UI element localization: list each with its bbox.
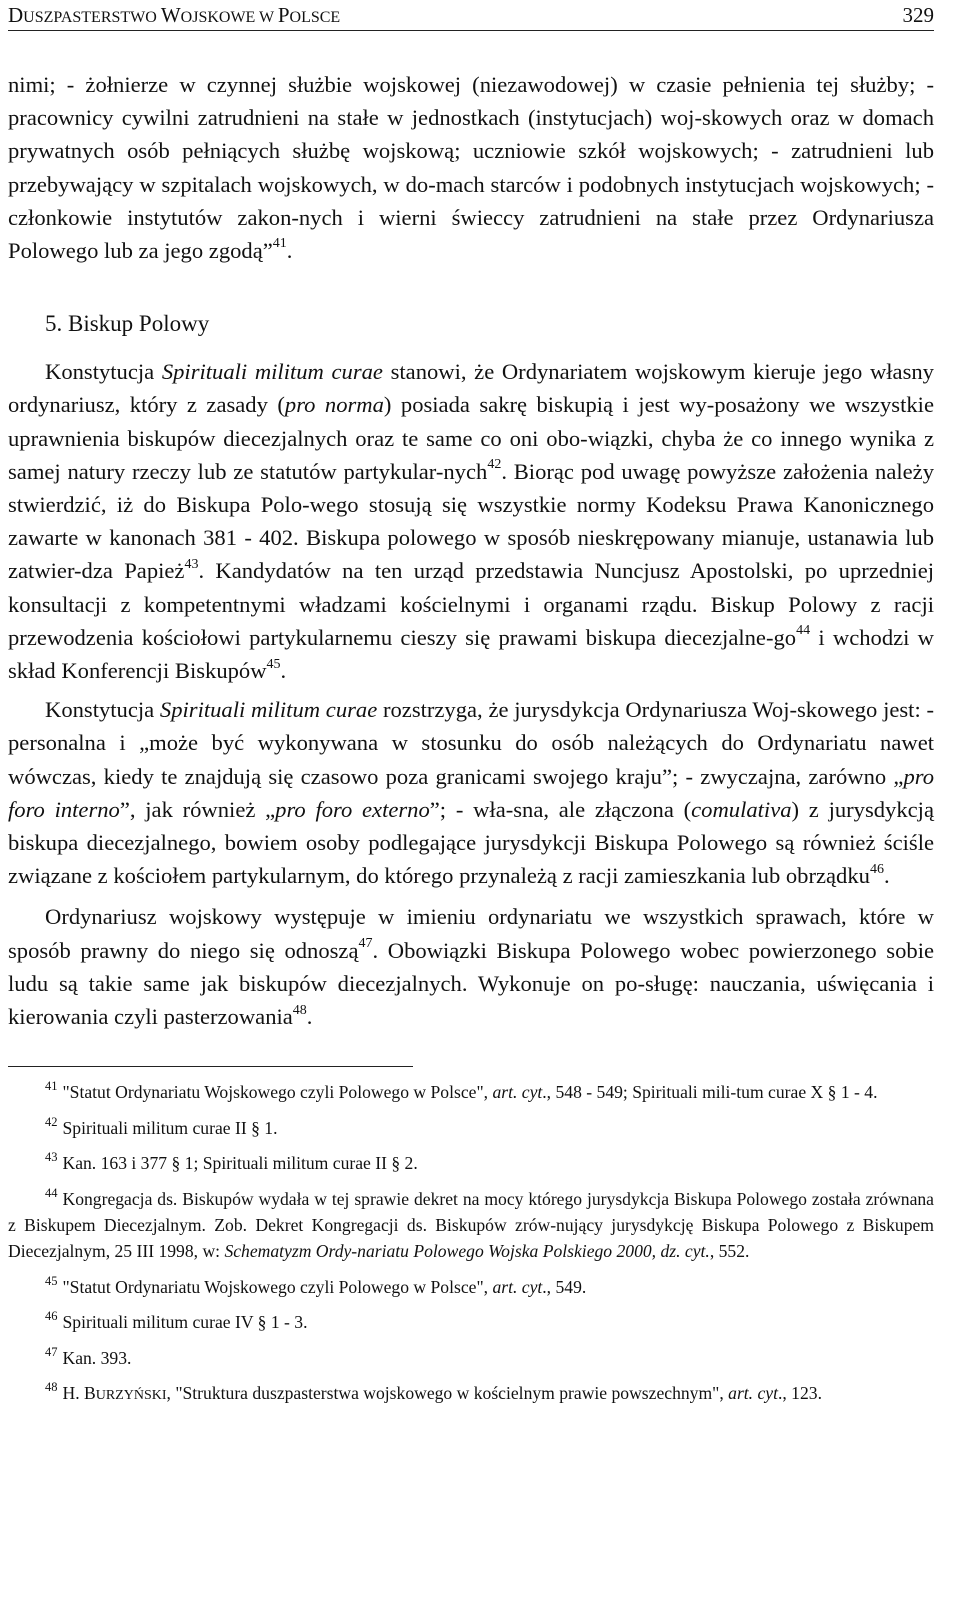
paragraph-jurisdiction: Konstytucja Spirituali militum curae rozstrzyga, że jurysdykcja Ordynariusza Woj-skowego jest: - personalna i „może być wykonywana w stosunku do osób należących do Ordynariatu nawet wówczas, kiedy te znajdują się czasowo poza granicami swojego kraju”; - zwyczajna, zarówno „pro foro interno”, jak również „pro foro externo”; - wła-sna, ale złączona (comulativa) z jurysdykcją biskupa diecezjalnego, bowiem osoby podlegające jurysdykcji Biskupa Polowego są również ściśle związane z kościołem partykularnym, do którego przynależą z racji zamieszkania lub obrządku$^{46}$. — [8, 697, 934, 889]
page-number: 329 — [902, 3, 934, 27]
footnote-43: $^{43}$ Kan. 163 i 377 § 1; Spirituali militum curae II § 2. — [45, 1150, 418, 1174]
footnote-48: $^{48}$ H. BURZYŃSKI, "Struktura duszpasterstwa wojskowego w kościelnym prawie powszechnym", art. cyt., 123. — [45, 1380, 822, 1403]
running-title: DUSZPASTERSTWO WOJSKOWE W POLSCE — [8, 3, 341, 27]
footnote-separator — [8, 1066, 413, 1067]
section-heading: 5. Biskup Polowy — [45, 311, 210, 337]
footnote-ref-45: 45 — [266, 656, 281, 672]
footnote-47: $^{47}$ Kan. 393. — [45, 1344, 132, 1368]
footnote-ref-48: 48 — [292, 1002, 307, 1018]
document-page — [8, 0, 934, 1409]
footnote-42: $^{42}$ Spirituali militum curae II § 1. — [45, 1114, 278, 1138]
paragraph-ordinary: Ordynariusz wojskowy występuje w imieniu ordynariatu we wszystkich sprawach, które w sposób prawny do niego się odnoszą$^{47}$. Obowiązki Biskupa Polowego wobec powierzonego sobie ludu są takie same jak biskupów diecezjalnych. Wykonuje on po-sługę: nauczania, uświęcania i kierowania czyli pasterzowania$^{48}$. — [8, 904, 935, 1030]
footnote-ref-42: 42 — [487, 457, 502, 473]
footnote-41: $^{41}$ "Statut Ordynariatu Wojskowego czyli Polowego w Polsce", art. cyt., 548 - 549; Spirituali mili-tum curae X § 1 - 4. — [45, 1079, 878, 1103]
paragraph-continued: nimi; - żołnierze w czynnej służbie wojskowej (niezawodowej) w czasie pełnienia tej służby; - pracownicy cywilni zatrudnieni na stałe w jednostkach (instytucjach) woj-skowych oraz w domach prywatnych osób pełniących służbę wojskową; uczniowie szkół wojskowych; - zatrudnieni lub przebywający w szpitalach wojskowych, w do-mach starców i podobnych instytucjach wojskowych; - członkowie instytutów zakon-nych i wierni świeccy zatrudnieni na stałe przez Ordynariusza Polowego lub za jego zgodą”$^{41}$. — [8, 72, 934, 264]
footnote-ref-47: 47 — [358, 936, 373, 952]
footnote-ref-46: 46 — [869, 861, 884, 877]
footnote-45: $^{45}$ "Statut Ordynariatu Wojskowego czyli Polowego w Polsce", art. cyt., 549. — [45, 1273, 587, 1297]
running-header — [8, 2, 934, 31]
footnote-ref-43: 43 — [184, 556, 199, 572]
footnote-ref-44: 44 — [796, 623, 811, 639]
footnote-44: $^{44}$ Kongregacja ds. Biskupów wydała w tej sprawie dekret na mocy którego jurysdykcja Biskupa Polowego została zrównana z Biskupem Diecezjalnym. Zob. Dekret Kongregacji ds. Biskupów zrów-nujący jurysdykcję Biskupa Polowego z Biskupem Diecezjalnym, 25 III 1998, w: Schematyzm Ordy-nariatu Polowego Wojska Polskiego 2000, dz. cyt., 552. — [8, 1185, 934, 1262]
footnote-46: $^{46}$ Spirituali militum curae IV § 1 - 3. — [45, 1309, 308, 1333]
paragraph-constitution: Konstytucja Spirituali militum curae stanowi, że Ordynariatem wojskowym kieruje jego własny ordynariusz, który z zasady (pro norma) posiada sakrę biskupią i jest wy-posażony we wszystkie uprawnienia biskupów diecezjalnych oraz te same co oni obo-wiązki, chyba że co innego wynika z samej natury rzeczy lub ze statutów partykular-nych$^{42}$. Biorąc pod uwagę powyższe założenia należy stwierdzić, iż do Biskupa Polo-wego stosują się wszystkie normy Kodeksu Prawa Kanonicznego zawarte w kanonach 381 - 402. Biskupa polowego w sposób nieskrępowany mianuje, ustanawia lub zatwier-dza Papież$^{43}$. Kandydatów na ten urząd przedstawia Nuncjusz Apostolski, po uprzedniej konsultacji z kompetentnymi władzami kościelnymi i organami rządu. Biskup Polowy z racji przewodzenia kościołowi partykularnemu cieszy się prawami biskupa diecezjalne-$go^{44}$ i wchodzi w skład Konferencji Biskupów$^{45}$. — [8, 359, 935, 684]
footnote-ref-41: 41 — [272, 236, 287, 252]
